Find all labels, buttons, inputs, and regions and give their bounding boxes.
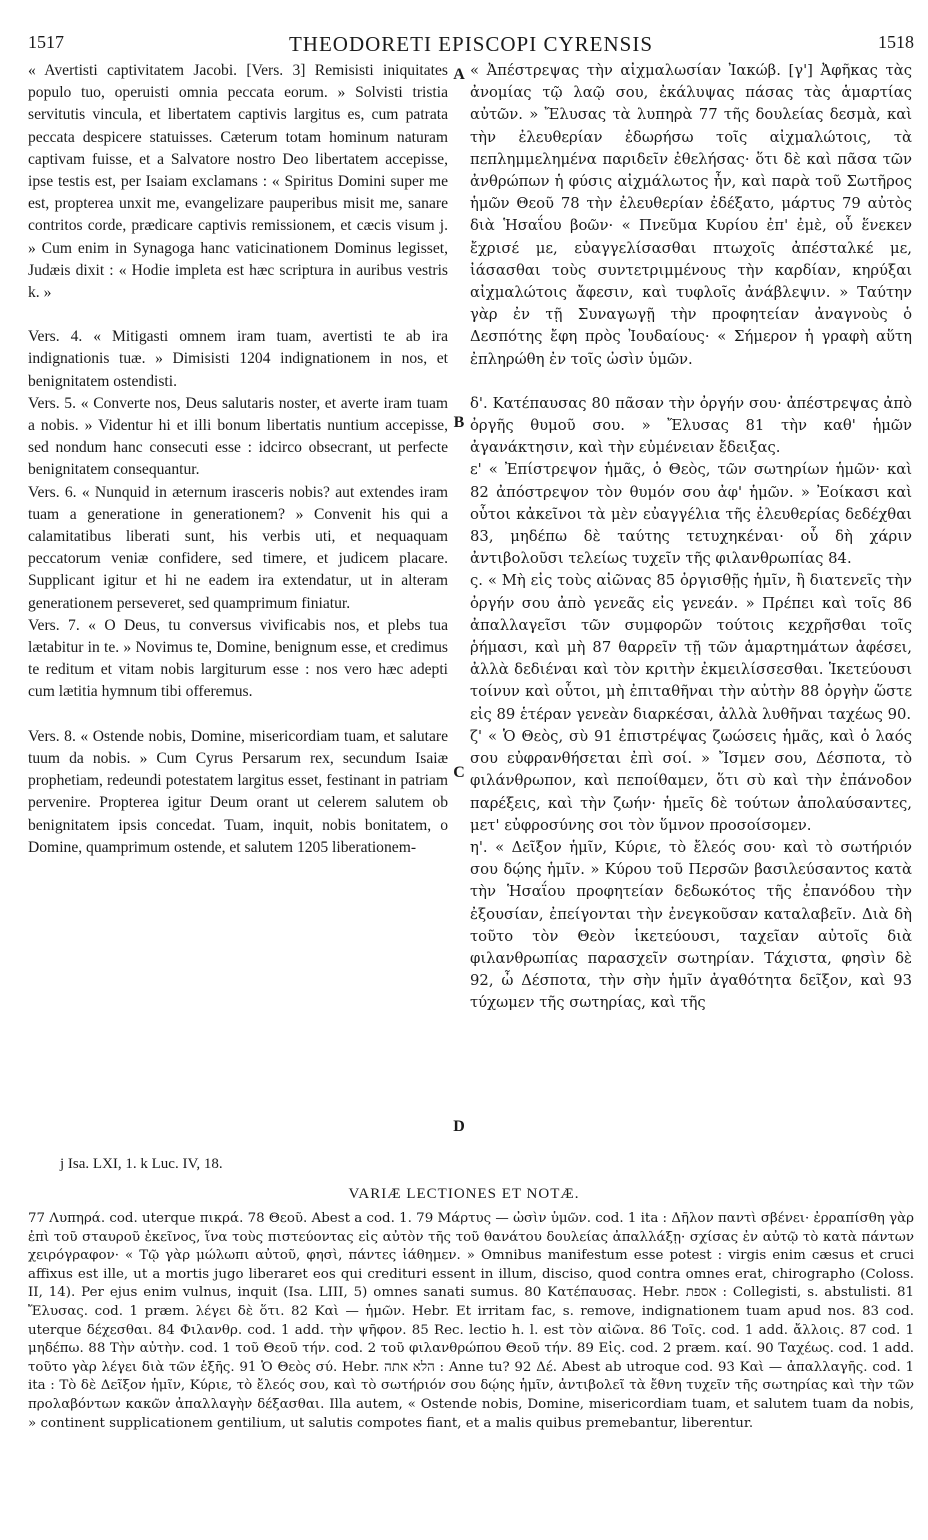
section-marker-d: D bbox=[453, 1118, 465, 1135]
latin-paragraph: Vers. 6. « Nunquid in æternum irasceris nobis? aut extendes iram tuam a generatione in generationem? » Convenit his qui a calamitatibus liberati sunt, his verbis uti, et nequaquam peccatorum veniæ confidere, sed timere, et judicem placare. Supplicant igitur et hi ne eadem ira extendatur, ut in alteram generationem perseveret, sed quamprimum finiatur. bbox=[28, 483, 448, 612]
greek-paragraph: ς. « Μὴ εἰς τοὺς αἰῶνας 85 ὀργισθῇς ἡμῖν, ἢ διατενεῖς τὴν ὀργήν σου ἀπὸ γενεᾶς εἰς γενεάν. » Πρέπει καὶ τοῖς 86 ἀπαλλαγεῖσι τῶν συμφορῶν τούτοις κεχρῆσθαι τοῖς ῥήμασι, καὶ μὴ 87 θαρρεῖν τῇ τῶν ἁμαρτημάτων ἀφέσει, ἀλλὰ δεδιέναι καὶ τὸν κριτὴν ἐκμειλίσσεσθαι. Ἱκετεύουσι τοίνυν καὶ οὗτοι, μὴ ἐπιταθῆναι τὴν αὐτὴν 88 ὀργὴν ὥστε εἰς 89 ἑτέραν γενεὰν διαρκέσαι, ἀλλὰ λυθῆναι ταχέως 90. bbox=[470, 572, 912, 723]
section-marker-a: A bbox=[453, 66, 465, 83]
greek-paragraph: ε' « Ἐπίστρεψον ἡμᾶς, ὁ Θεὸς, τῶν σωτηρίων ἡμῶν· καὶ 82 ἀπόστρεψον τὸν θυμόν σου ἀφ' ἡμῶν. » Ἐοίκασι καὶ οὗτοι κἀκεῖνοι τὰ μὲν εὐαγγέλια τῆς ἐλευθερίας δεδέχθαι 83, μηδέπω δὲ ταύτης τετυχηκέναι· οὗ δὴ χάριν ἀντιβολοῦσι τελείως τυχεῖν τῆς φιλανθρωπίας 84. bbox=[470, 461, 912, 568]
spacer bbox=[28, 304, 448, 326]
running-header bbox=[28, 32, 914, 58]
latin-paragraph: Vers. 7. « O Deus, tu conversus vivificabis nos, et plebs tua lætabitur in te. » Novimus te, Domine, benignum esse, et credimus te reditum et vitam nobis largiturum esse : nos vero hæc adepti cum lætitia hymnum tibi offeremus. bbox=[28, 616, 448, 701]
variant-readings-notes: 77 Λυπηρά. cod. uterque πικρά. 78 Θεοῦ. Abest a cod. 1. 79 Μάρτυς — ὠσὶν ὑμῶν. cod. 1 ita : Δῆλον παντὶ σβένει· ἐρραπίσθη γὰρ ἐπὶ τοῦ σταυροῦ ἐκεῖνος, ἵνα τοὺς πιστεύοντας εἰς αὐτὸν τῆς τοῦ θανάτου δουλείας ἀπαλλάξῃ· σχίσας ἐν αὐτῷ τὸ κατὰ πάντων χειρόγραφον· « Τῷ γὰρ μώλωπι αὐτοῦ, φησὶ, πάντες ἰάθημεν. » Omnibus manifestum esse potest : virgis enim cæsus et cruci affixus est ille, ut a mortis jugo liberaret eos qui credituri essent in illum, disciso, quod contra omnes erat, chirographo (Coloss. II, 14). Per ejus enim vulnus, inquit (Isa. LIII, 5) omnes sanati sumus. 80 Κατέπαυσας. Hebr. אספת : Collegisti, s. abstulisti. 81 Ἔλυσας. cod. 1 præm. λέγει δὲ ὅτι. 82 Καὶ — ἡμῶν. Hebr. Et irritam fac, s. remove, indignationem tuam apud nos. 83 cod. uterque δέχεσθαι. 84 Φιλανθρ. cod. 1 add. τὴν ψῆφον. 85 Rec. lectio h. l. est τὸν αἰῶνα. 86 Τοῖς. cod. 1 add. ἄλλοις. 87 cod. 1 μηδέπω. 88 Τὴν αὐτὴν. cod. 1 τοῦ Θεοῦ τήν. cod. 2 τοῦ φιλανθρώπου Θεοῦ τήν. 89 Εἰς. cod. 2 præm. καί. 90 Ταχέως. cod. 1 add. τοῦτο γὰρ λέγει διὰ τῶν ἑξῆς. 91 Ὁ Θεὸς σύ. Hebr. הלא אתה : Anne tu? 92 Δέ. Abest ab utroque cod. 93 Καὶ — ἀπαλλαγῆς. cod. 1 ita : Τὸ δὲ Δεῖξον ἡμῖν, Κύριε, τὸ ἔλεός σου, καὶ τὸ σωτήριόν σου δῴης ἡμῖν, ἀντιβολεῖ τὰ ἔθνη τυχεῖν τῆς σωτηρίας καὶ τὴν τῶν προλαβόντων κακῶν ἀπαλλαγὴν δέξασθαι. Illa autem, « Ostende nobis, Domine, misericordiam tuam, et salutem tuam da nobis, » continent supplicationem gentilium, ut salutis compotes fiant, et a malis quibus premebantur, liberentur. bbox=[28, 1211, 915, 1431]
running-title: THEODORETI EPISCOPI CYRENSIS bbox=[288, 32, 654, 56]
latin-paragraph: Vers. 4. « Mitigasti omnem iram tuam, avertisti te ab ira indignationis tuæ. » Dimisisti 1204 indignationem in nos, et benignitatem ostendisti. bbox=[28, 328, 448, 390]
page-number-left: 1517 bbox=[28, 32, 64, 52]
greek-paragraph: ζ' « Ὁ Θεὸς, σὺ 91 ἐπιστρέψας ζωώσεις ἡμᾶς, καὶ ὁ λαός σου εὐφρανθήσεται ἐπὶ σοί. » Ἴσμεν σου, Δέσποτα, τὸ φιλάνθρωπον, καὶ πεποίθαμεν, ὅτι σὺ καὶ τὴν ἐπάνοδον παρέξεις, καὶ τὴν ζωήν· ἡμεῖς δὲ τούτων ἀπολαύσαντες, μετ' εὐφροσύνης σοι τὸν ὕμνον προσοίσομεν. bbox=[470, 727, 912, 834]
section-marker-b: B bbox=[453, 414, 465, 431]
page-number-right: 1518 bbox=[878, 32, 914, 52]
spacer bbox=[28, 704, 448, 726]
latin-paragraph: Vers. 8. « Ostende nobis, Domine, misericordiam tuam, et salutare tuum da nobis. » Cum Cyrus Persarum rex, secundum Isaiæ prophetiam, redeundi potestatem largitus esset, festinant in patriam pervenire. Propterea igitur Deum orant ut celerem salutem ob benignitatem ipsis concedat. Tuam, inquit, nobis bonitatem, o Domine, quamprimum ostende, et salutem 1205 liberationem- bbox=[28, 727, 448, 856]
notes-heading: VARIÆ LECTIONES ET NOTÆ. bbox=[348, 1186, 580, 1202]
latin-paragraph: Vers. 5. « Converte nos, Deus salutaris noster, et averte iram tuam a nobis. » Videntur hi et illi bonum libertatis nuntium accepisse, sed nondum hanc consecuti esse : idcirco obsecrant, ut perfecte benignitatem consequantur. bbox=[28, 394, 448, 479]
greek-paragraph: δ'. Κατέπαυσας 80 πᾶσαν τὴν ὀργήν σου· ἀπέστρεψας ἀπὸ ὀργῆς θυμοῦ σου. » Ἔλυσας 81 τὴν καθ' ἡμῶν ἀγανάκτησιν, καὶ τὴν εὐμένειαν ἔδειξας. bbox=[470, 394, 912, 457]
greek-column bbox=[470, 60, 912, 1015]
scripture-footnotes: j Isa. LXI, 1. k Luc. IV, 18. bbox=[60, 1156, 223, 1172]
latin-paragraph: « Avertisti captivitatem Jacobi. [Vers. 3] Remisisti iniquitates populo tuo, operuisti omnia peccata eorum. » Solvisti tristia servitutis vincula, et libertatem captivis largitus es, cum patrata peccata despicere statuisses. Cæterum totam hominum naturam captivam fuisse, et a Salvatore nostro Deo libertatem accepisse, ipse testis est, per Isaiam exclamans : « Spiritus Domini super me est, propterea unxit me, evangelizare pauperibus misit me, sanare contritos corde, prædicare captivis remissionem, et cæcis visum j. » Cum enim in Synagoga hanc vaticinationem Dominus legisset, Judæis dixit : « Hodie impleta est hæc scriptura in auribus vestris k. » bbox=[28, 62, 448, 302]
spacer bbox=[470, 371, 912, 393]
section-marker-c: C bbox=[453, 764, 465, 781]
latin-column bbox=[28, 60, 448, 859]
greek-paragraph: « Ἀπέστρεψας τὴν αἰχμαλωσίαν Ἰακώβ. [γ'] Ἀφῆκας τὰς ἀνομίας τῷ λαῷ σου, ἐκάλυψας πάσας τὰς ἁμαρτίας αὐτῶν. » Ἔλυσας τὰ λυπηρὰ 77 τῆς δουλείας δεσμὰ, καὶ τὴν ἐλευθερίαν ἐδωρήσω τοῖς αἰχμαλώτοις, τὰ πεπλημμελημένα παριδεῖν ἐθελήσας· ὅτι δὲ καὶ πᾶσα τῶν ἀνθρώπων ἡ φύσις αἰχμάλωτος ἦν, καὶ παρὰ τοῦ Σωτῆρος ἡμῶν Θεοῦ 78 τὴν ἐλευθερίαν ἐδέξατο, μάρτυς 79 αὐτὸς διὰ Ἡσαΐου βοῶν· « Πνεῦμα Κυρίου ἐπ' ἐμὲ, οὗ ἕνεκεν ἔχρισέ με, εὐαγγελίσασθαι πτωχοῖς ἀπέσταλκέ με, ἰάσασθαι τοὺς συντετριμμένους τὴν καρδίαν, κηρύξαι αἰχμαλώτοις ἄφεσιν, καὶ τυφλοῖς ἀνάβλεψιν. » Ταύτην γὰρ ἐν τῇ Συναγωγῇ τὴν προφητείαν ἀναγνοὺς ὁ Δεσπότης ἔφη πρὸς Ἰουδαίους· « Σήμερον ἡ γραφὴ αὕτη ἐπληρώθη ἐν τοῖς ὠσὶν ὑμῶν. bbox=[470, 62, 912, 368]
greek-paragraph: η'. « Δεῖξον ἡμῖν, Κύριε, τὸ ἔλεός σου· καὶ τὸ σωτήριόν σου δῴης ἡμῖν. » Κύρου τοῦ Περσῶν βασιλεύσαντος κατὰ τὴν Ἡσαΐου προφητείαν δεδωκότος τῆς ἐπανόδου τὴν ἐξουσίαν, ἐπείγονται τὴν ἐνεγκοῦσαν καταλαβεῖν. Διὰ δὴ τοῦτο τὸν Θεὸν ἱκετεύουσι, ταχεῖαν αὐτοῖς διὰ φιλανθρωπίας παρασχεῖν σωτηρίαν. Τάχιστα, φησὶν δὲ 92, ὦ Δέσποτα, τὴν σὴν ἡμῖν ἀγαθότητα δεῖξον, καὶ 93 τύχωμεν τῆς σωτηρίας, καὶ τῆς bbox=[470, 838, 912, 1012]
